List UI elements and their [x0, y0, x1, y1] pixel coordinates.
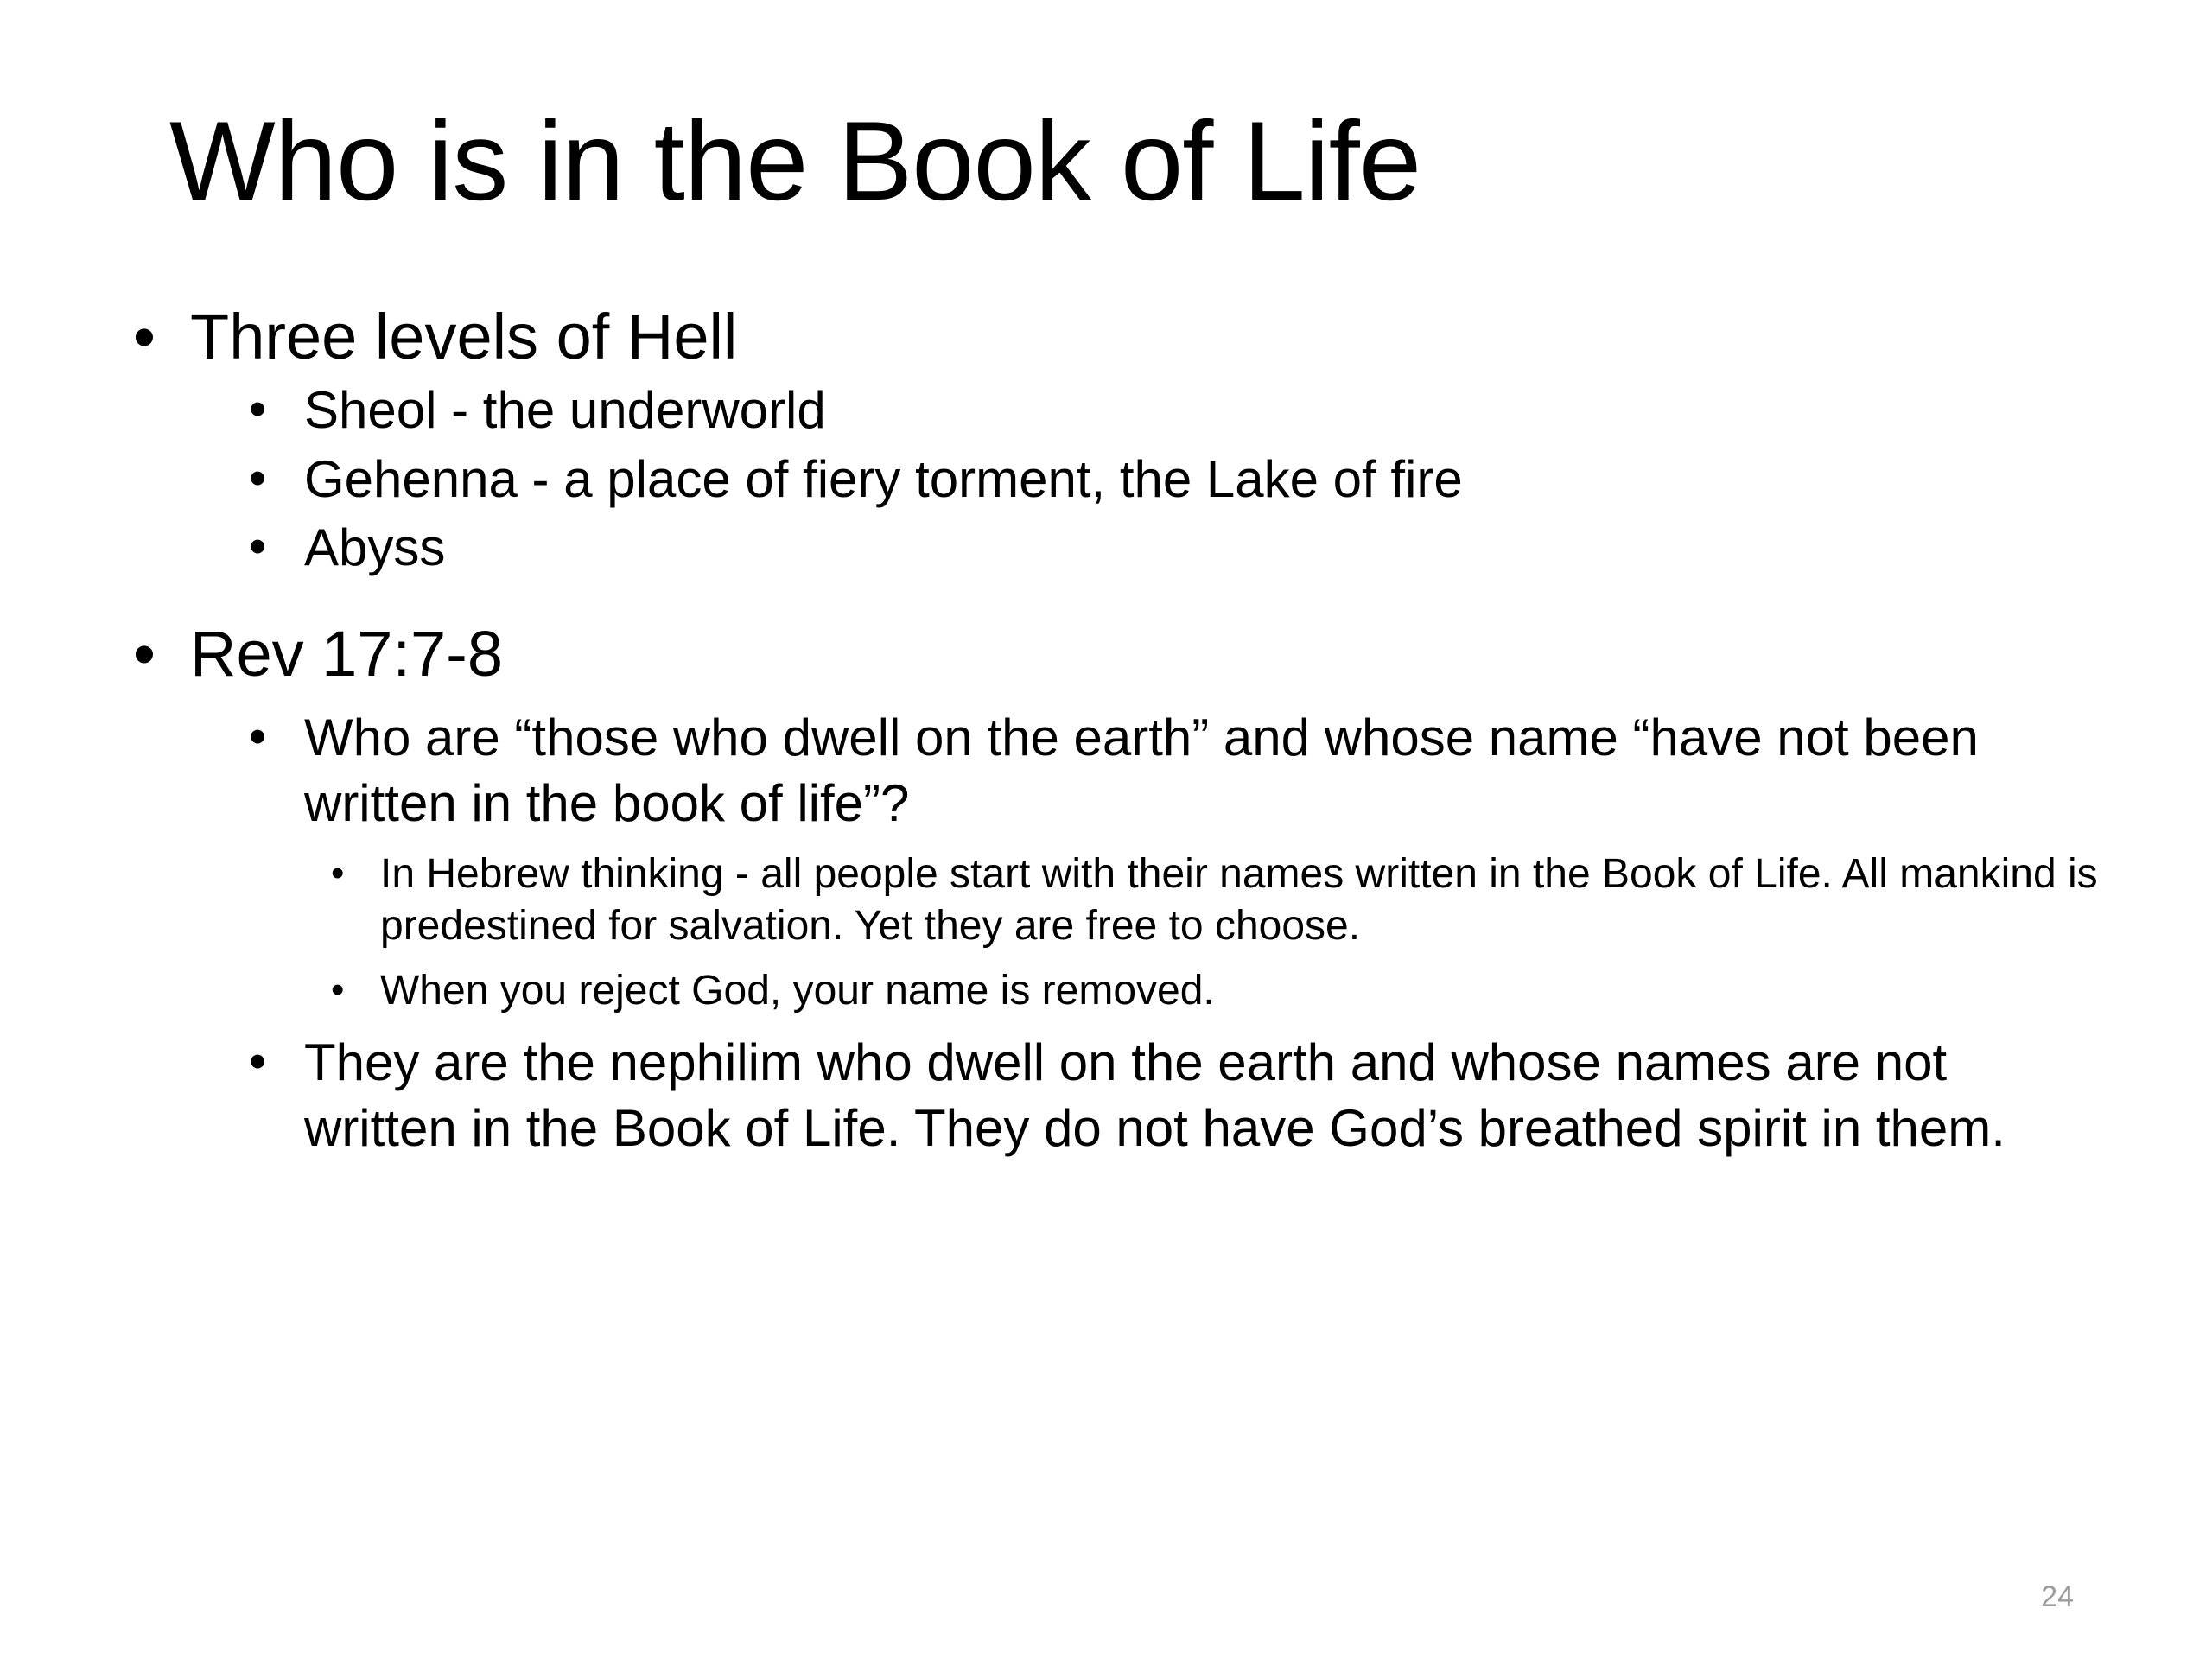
list-item-text: Who are “those who dwell on the earth” and whose name “have not been written in the book of life”? [304, 709, 1979, 832]
bullet-icon: • [133, 301, 156, 372]
bullet-icon: • [331, 851, 345, 894]
list-item-text: Abyss [304, 518, 446, 577]
bullet-icon: • [249, 709, 267, 766]
bullet-icon: • [249, 1033, 267, 1090]
list-item [121, 965, 2108, 1018]
bullet-icon: • [249, 381, 267, 438]
bullet-icon: • [249, 449, 267, 506]
list-item-text: They are the nephilim who dwell on the earth and whose names are not written in the Book of Life. They do not have God’s breathed spirit in them. [304, 1033, 2005, 1157]
bullet-icon: • [133, 618, 156, 690]
list-item [121, 378, 2108, 443]
list-item-text: Three levels of Hell [190, 301, 738, 372]
list-item [121, 515, 2108, 581]
list-item [121, 298, 2108, 376]
bullet-list [121, 298, 2108, 1161]
list-item-text: In Hebrew thinking - all people start with their names written in the Book of Life. All mankind is predestined for salvation. Yet they are free to choose. [380, 850, 2098, 950]
slide-body [121, 298, 2108, 1165]
list-item-text: When you reject God, your name is removed. [380, 968, 1215, 1014]
list-item [121, 705, 2108, 836]
slide-number: 24 [2041, 1580, 2074, 1613]
list-item-text: Gehenna - a place of fiery torment, the Lake of fire [304, 449, 1463, 508]
bullet-icon: • [249, 518, 267, 575]
page-title: Who is in the Book of Life [169, 98, 1421, 224]
list-item [121, 1030, 2108, 1160]
list-item-text: Sheol - the underworld [304, 381, 826, 440]
list-item [121, 447, 2108, 512]
list-item [121, 615, 2108, 693]
list-item-text: Rev 17:7-8 [190, 618, 503, 690]
bullet-icon: • [331, 969, 345, 1012]
list-item [121, 849, 2108, 954]
